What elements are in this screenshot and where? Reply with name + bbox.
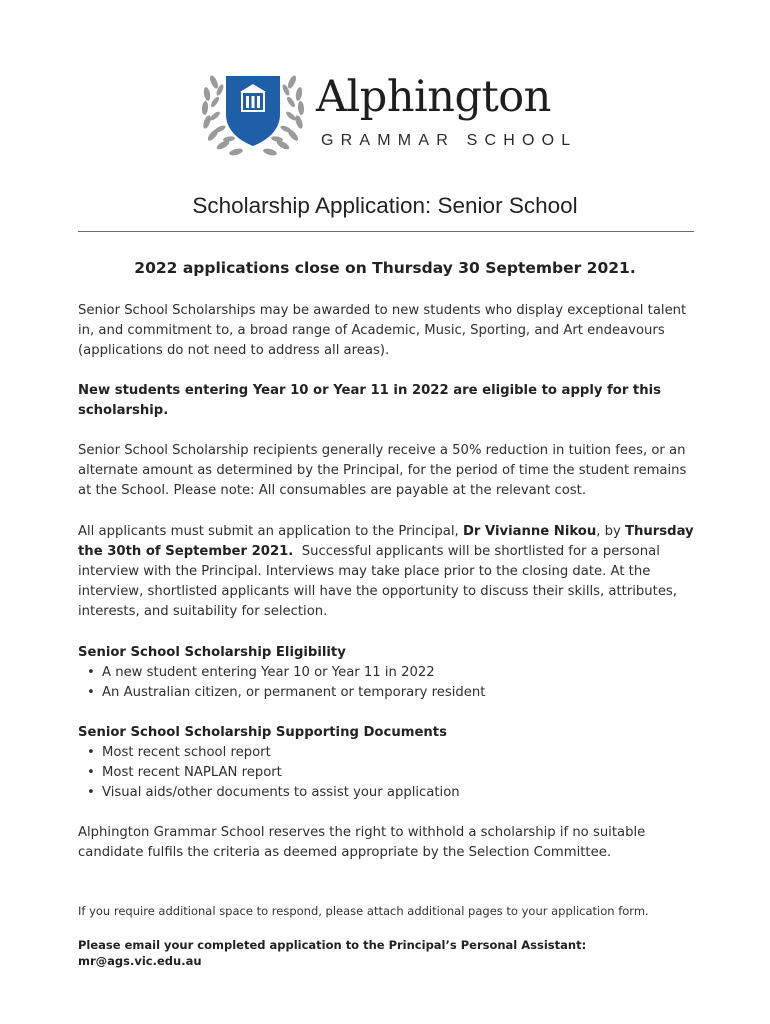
tuition-reduction-paragraph: Senior School Scholarship recipients generally receive a 50% reduction in tuition fees, or an alternate amount as determined by the Principal, for the period of time the student remains at the School. Please note: All consumables are payable at the relevant cost. [78,443,687,498]
documents-heading: Senior School Scholarship Supporting Documents [78,725,447,740]
list-item: • A new student entering Year 10 or Year 11 in 2022 [78,663,698,683]
intro-paragraph: Senior School Scholarships may be awarded to new students who display exceptional talent in, and commitment to, a broad range of Academic, Music, Sporting, and Art endeavours (applications do not need to address all areas). [78,303,687,358]
school-logo [198,70,578,160]
list-item: • An Australian citizen, or permanent or temporary resident [78,683,698,703]
eligibility-list [78,663,698,703]
page-title: Scholarship Application: Senior School [192,193,578,218]
closing-date-notice: 2022 applications close on Thursday 30 September 2021. [134,259,636,277]
instructions-text-2: , by [596,524,625,539]
eligibility-note: New students entering Year 10 or Year 11 in 2022 are eligible to apply for this scholarship. [78,383,661,418]
title-divider [78,231,694,232]
logo-school-subtitle: GRAMMAR SCHOOL [321,132,578,149]
documents-section [78,723,698,803]
documents-list [78,743,698,803]
eligibility-heading: Senior School Scholarship Eligibility [78,645,346,660]
logo-school-name: Alphington [316,72,551,122]
list-item: • Visual aids/other documents to assist your application [78,783,698,803]
reservation-paragraph: Alphington Grammar School reserves the right to withhold a scholarship if no suitable candidate fulfils the criteria as deemed appropriate by the Selection Committee. [78,825,646,860]
eligibility-section [78,643,698,703]
school-crest-icon [198,70,308,160]
instructions-text-1: All applicants must submit an application to the Principal, [78,524,463,539]
instructions-text-3: Successful applicants will be shortlisted for a personal interview with the Principal. Interviews may take place prior to the closing date. At the interview, shortlisted applicants will have the opportunity to discuss their skills, attributes, interests, and suitability for selection. [78,544,682,619]
list-item: • Most recent school report [78,743,698,763]
application-deadline: Thursday the 30th of September 2021. [78,524,694,559]
additional-space-note: If you require additional space to respond, please attach additional pages to your application form. [78,904,649,918]
list-item: • Most recent NAPLAN report [78,763,698,783]
email-instructions: Please email your completed application to the Principal’s Personal Assistant: mr@ags.vic.edu.au [78,938,587,968]
principal-name: Dr Vivianne Nikou [462,524,597,539]
application-instructions-paragraph [78,522,698,622]
